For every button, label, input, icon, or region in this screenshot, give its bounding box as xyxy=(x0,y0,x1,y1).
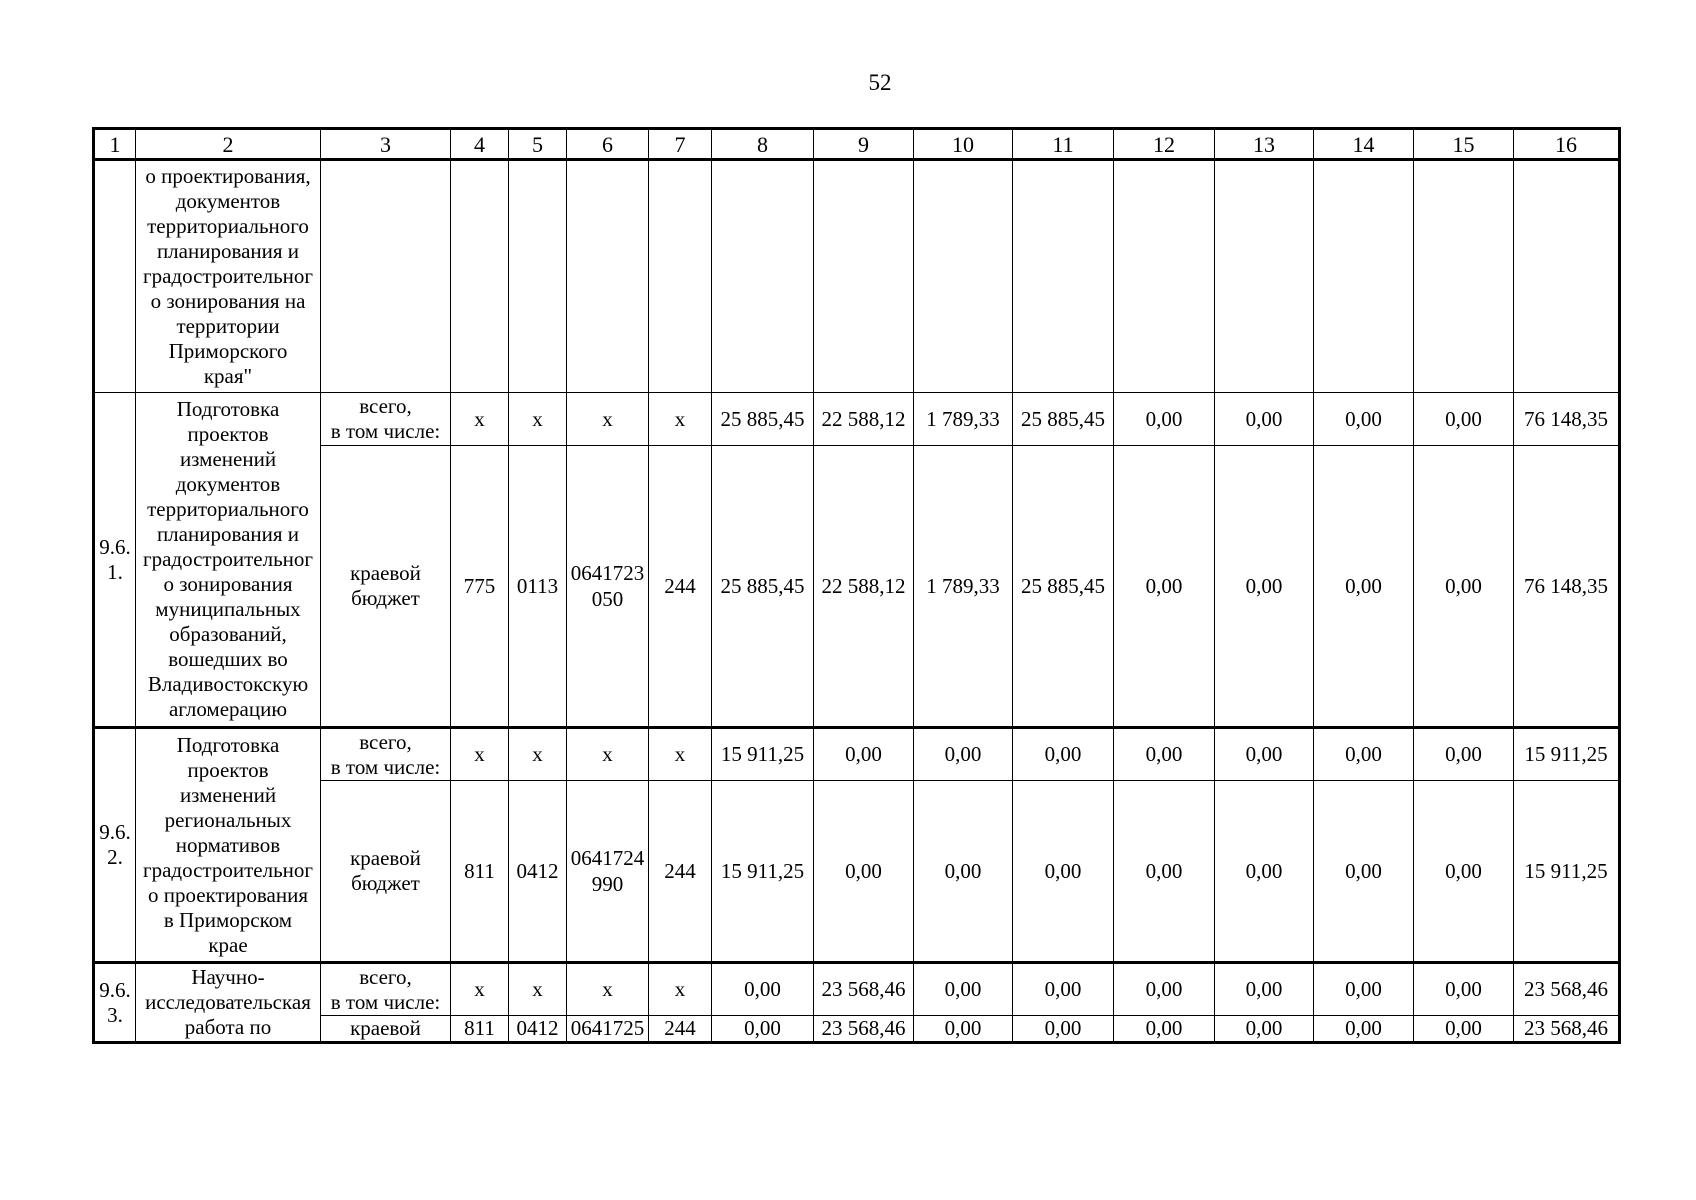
cell: 1 789,33 xyxy=(914,393,1013,446)
cell: 0,00 xyxy=(1414,1016,1514,1043)
cell: 0,00 xyxy=(914,781,1013,963)
source-label: краевой бюджет xyxy=(321,446,451,728)
cell: 0,00 xyxy=(1013,728,1114,781)
col-header: 7 xyxy=(649,129,712,160)
cell: x xyxy=(509,963,567,1016)
cell: 15 911,25 xyxy=(712,728,814,781)
item-name: Подготовка проектов изменений документов территориального планирования и градостроительног о зонирования муниципальных образований, вошедших во Владивостокскую агломерацию xyxy=(136,393,321,728)
page-number: 52 xyxy=(868,70,892,95)
cell: 244 xyxy=(649,781,712,963)
col-header: 2 xyxy=(136,129,321,160)
cell: 0412 xyxy=(509,781,567,963)
cell: 0,00 xyxy=(1414,963,1514,1016)
cell: 0,00 xyxy=(1414,393,1514,446)
table-row xyxy=(94,781,1620,963)
col-header: 3 xyxy=(321,129,451,160)
cell: 0412 xyxy=(509,1016,567,1043)
cell: 775 xyxy=(451,446,509,728)
cell: 0,00 xyxy=(1013,963,1114,1016)
col-header: 10 xyxy=(914,129,1013,160)
cell: 15 911,25 xyxy=(1514,728,1620,781)
cell: 0,00 xyxy=(1215,393,1314,446)
cell: 25 885,45 xyxy=(712,393,814,446)
cell: 0,00 xyxy=(1215,1016,1314,1043)
cell: x xyxy=(509,728,567,781)
cell: 25 885,45 xyxy=(1013,393,1114,446)
table-row xyxy=(94,963,1620,1016)
cell: 0,00 xyxy=(1114,781,1215,963)
source-label: всего, в том числе: xyxy=(321,393,451,446)
col-header: 11 xyxy=(1013,129,1114,160)
cell: 0,00 xyxy=(814,781,914,963)
cell: 0,00 xyxy=(1414,446,1514,728)
col-header: 8 xyxy=(712,129,814,160)
cell: 0,00 xyxy=(1013,1016,1114,1043)
cell: x xyxy=(649,728,712,781)
cell: 0,00 xyxy=(1215,728,1314,781)
cell: 0,00 xyxy=(1314,393,1414,446)
cell: 0641723 050 xyxy=(567,446,649,728)
cell: 0113 xyxy=(509,446,567,728)
cell: x xyxy=(649,963,712,1016)
cell: 23 568,46 xyxy=(1514,1016,1620,1043)
cell: 0,00 xyxy=(1314,963,1414,1016)
item-name: Научно- исследовательская работа по xyxy=(136,963,321,1043)
cell: 0,00 xyxy=(712,963,814,1016)
cell: 15 911,25 xyxy=(712,781,814,963)
item-name: о проектирования, документов территориального планирования и градостроительног о зонирования на территории Приморского края" xyxy=(136,160,321,393)
cell: 76 148,35 xyxy=(1514,393,1620,446)
col-header: 15 xyxy=(1414,129,1514,160)
source-label: всего, в том числе: xyxy=(321,728,451,781)
cell: x xyxy=(451,963,509,1016)
cell: 0,00 xyxy=(1314,446,1414,728)
cell: 244 xyxy=(649,1016,712,1043)
col-header: 12 xyxy=(1114,129,1215,160)
table-row xyxy=(94,446,1620,728)
cell: 0,00 xyxy=(1215,446,1314,728)
cell: 76 148,35 xyxy=(1514,446,1620,728)
cell: 25 885,45 xyxy=(712,446,814,728)
col-header: 5 xyxy=(509,129,567,160)
continuation-row xyxy=(94,160,1620,393)
cell: 15 911,25 xyxy=(1514,781,1620,963)
cell: 0,00 xyxy=(914,1016,1013,1043)
cell: 0,00 xyxy=(712,1016,814,1043)
cell: 0,00 xyxy=(1114,446,1215,728)
source-label: краевой бюджет xyxy=(321,781,451,963)
cell: 23 568,46 xyxy=(814,963,914,1016)
cell: 0,00 xyxy=(1314,728,1414,781)
item-index: 9.6. 3. xyxy=(94,963,136,1043)
cell: 0,00 xyxy=(1215,781,1314,963)
cell: 23 568,46 xyxy=(1514,963,1620,1016)
cell: 811 xyxy=(451,1016,509,1043)
cell: 244 xyxy=(649,446,712,728)
cell: 0,00 xyxy=(814,728,914,781)
budget-table xyxy=(92,127,1621,1044)
cell: 0,00 xyxy=(1114,393,1215,446)
table-row xyxy=(94,393,1620,446)
item-index: 9.6. 2. xyxy=(94,728,136,963)
cell: 22 588,12 xyxy=(814,446,914,728)
cell: 0,00 xyxy=(1013,781,1114,963)
col-header: 14 xyxy=(1314,129,1414,160)
col-header: 13 xyxy=(1215,129,1314,160)
table-row xyxy=(94,1016,1620,1043)
cell: 0,00 xyxy=(1414,728,1514,781)
cell: x xyxy=(451,728,509,781)
cell: x xyxy=(649,393,712,446)
item-name: Подготовка проектов изменений региональных нормативов градостроительног о проектирования в Приморском крае xyxy=(136,728,321,963)
cell: x xyxy=(451,393,509,446)
cell: 0,00 xyxy=(1215,963,1314,1016)
cell: 0,00 xyxy=(1114,728,1215,781)
source-label: всего, в том числе: xyxy=(321,963,451,1016)
cell: 0,00 xyxy=(914,728,1013,781)
cell: 0,00 xyxy=(1114,963,1215,1016)
cell: 22 588,12 xyxy=(814,393,914,446)
cell: x xyxy=(567,963,649,1016)
cell: 811 xyxy=(451,781,509,963)
header-row xyxy=(94,129,1620,160)
cell: 1 789,33 xyxy=(914,446,1013,728)
cell: x xyxy=(567,728,649,781)
cell: 0641725 xyxy=(567,1016,649,1043)
col-header: 9 xyxy=(814,129,914,160)
cell: 25 885,45 xyxy=(1013,446,1114,728)
table-row xyxy=(94,728,1620,781)
cell: 0,00 xyxy=(1414,781,1514,963)
cell: x xyxy=(509,393,567,446)
cell: 0641724 990 xyxy=(567,781,649,963)
cell: 0,00 xyxy=(1314,781,1414,963)
item-index: 9.6. 1. xyxy=(94,393,136,728)
cell: x xyxy=(567,393,649,446)
col-header: 1 xyxy=(94,129,136,160)
cell: 0,00 xyxy=(1114,1016,1215,1043)
cell: 23 568,46 xyxy=(814,1016,914,1043)
cell: 0,00 xyxy=(914,963,1013,1016)
col-header: 16 xyxy=(1514,129,1620,160)
source-label: краевой xyxy=(321,1016,451,1043)
col-header: 6 xyxy=(567,129,649,160)
cell: 0,00 xyxy=(1314,1016,1414,1043)
col-header: 4 xyxy=(451,129,509,160)
